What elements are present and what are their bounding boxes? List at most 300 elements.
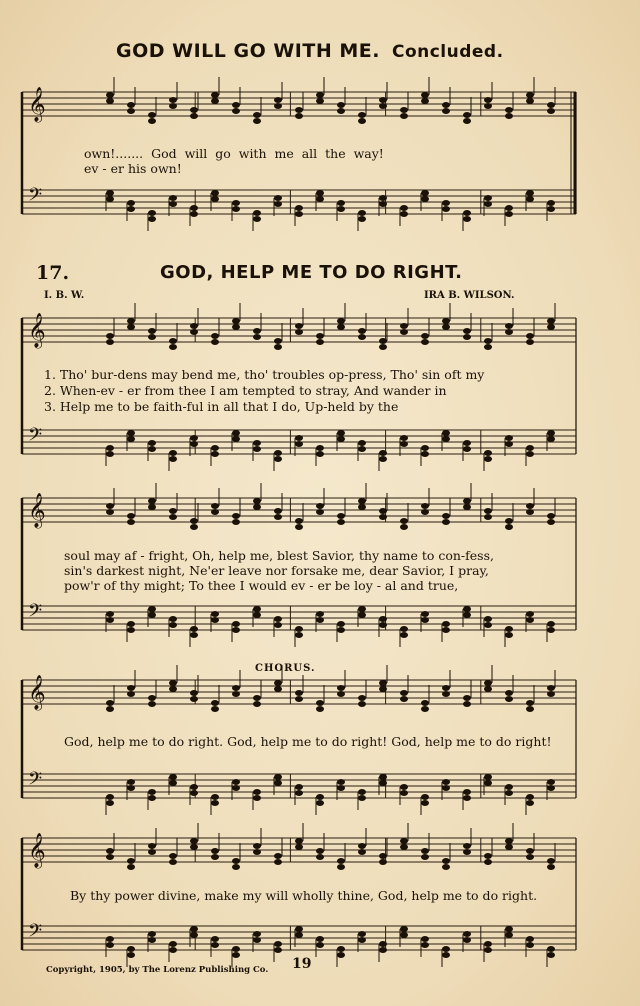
note-head — [358, 504, 366, 510]
note-head — [526, 700, 534, 706]
note-head — [232, 102, 240, 108]
note-head — [295, 205, 303, 211]
treble-clef: 𝄞 — [28, 833, 46, 868]
note-head — [106, 509, 114, 515]
note-head — [274, 450, 282, 456]
note-head — [148, 937, 156, 943]
note-head — [316, 333, 324, 339]
verse-1-line-b: soul may af - fright, Oh, help me, blest Savior, thy name to con-fess, — [64, 548, 494, 563]
note-head — [400, 524, 408, 530]
note-head — [106, 445, 114, 451]
top-title-suffix: Concluded. — [391, 42, 504, 62]
hymn-title: GOD, HELP ME TO DO RIGHT. — [160, 262, 463, 283]
note-head — [232, 627, 240, 633]
note-head — [127, 785, 135, 791]
note-head — [127, 685, 135, 691]
note-head — [358, 606, 366, 612]
note-head — [106, 333, 114, 339]
note-head — [295, 696, 303, 702]
note-head — [190, 205, 198, 211]
note-head — [442, 685, 450, 691]
note-head — [106, 700, 114, 706]
note-head — [316, 503, 324, 509]
note-head — [190, 838, 198, 844]
note-head — [505, 205, 513, 211]
bass-clef: 𝄢 — [28, 601, 43, 626]
note-head — [337, 685, 345, 691]
note-head — [127, 206, 135, 212]
note-head — [547, 627, 555, 633]
note-head — [358, 440, 366, 446]
note-head — [421, 936, 429, 942]
note-head — [358, 931, 366, 937]
note-head — [442, 779, 450, 785]
note-head — [358, 701, 366, 707]
verse-3-line-a: 3. Help me to be faith-ful in all that I do, Up-held by the — [44, 399, 399, 414]
note-head — [463, 701, 471, 707]
note-head — [400, 211, 408, 217]
note-head — [316, 451, 324, 457]
note-head — [526, 509, 534, 515]
note-head — [505, 441, 513, 447]
note-head — [379, 774, 387, 780]
note-head — [232, 946, 240, 952]
note-head — [421, 196, 429, 202]
note-head — [526, 333, 534, 339]
bass-clef: 𝄢 — [28, 769, 43, 794]
note-head — [505, 211, 513, 217]
note-head — [526, 617, 534, 623]
note-head — [421, 848, 429, 854]
note-head — [484, 195, 492, 201]
note-head — [253, 210, 261, 216]
note-head — [274, 780, 282, 786]
note-head — [211, 190, 219, 196]
note-head — [232, 324, 240, 330]
note-head — [190, 784, 198, 790]
note-head — [358, 446, 366, 452]
note-head — [106, 854, 114, 860]
note-head — [106, 794, 114, 800]
note-head — [526, 706, 534, 712]
note-head — [484, 622, 492, 628]
note-head — [547, 436, 555, 442]
note-head — [547, 318, 555, 324]
note-head — [232, 108, 240, 114]
note-head — [505, 844, 513, 850]
note-head — [463, 118, 471, 124]
note-head — [253, 843, 261, 849]
note-head — [274, 947, 282, 953]
note-head — [211, 700, 219, 706]
note-head — [106, 92, 114, 98]
note-head — [127, 946, 135, 952]
note-head — [190, 323, 198, 329]
note-head — [547, 685, 555, 691]
note-head — [337, 513, 345, 519]
note-head — [358, 210, 366, 216]
note-head — [463, 112, 471, 118]
note-head — [442, 785, 450, 791]
note-head — [295, 932, 303, 938]
note-head — [295, 844, 303, 850]
note-head — [526, 190, 534, 196]
note-head — [442, 436, 450, 442]
note-head — [337, 318, 345, 324]
note-head — [379, 780, 387, 786]
note-head — [484, 103, 492, 109]
note-head — [274, 859, 282, 865]
note-head — [148, 843, 156, 849]
note-head — [274, 686, 282, 692]
note-head — [169, 338, 177, 344]
note-head — [463, 606, 471, 612]
note-head — [379, 195, 387, 201]
note-head — [421, 700, 429, 706]
note-head — [442, 627, 450, 633]
note-head — [358, 112, 366, 118]
note-head — [106, 800, 114, 806]
note-head — [295, 211, 303, 217]
page-number: 19 — [292, 956, 312, 972]
note-head — [547, 779, 555, 785]
note-head — [358, 118, 366, 124]
note-head — [316, 445, 324, 451]
note-head — [316, 706, 324, 712]
note-head — [190, 632, 198, 638]
note-head — [505, 784, 513, 790]
note-head — [505, 518, 513, 524]
note-head — [337, 324, 345, 330]
note-head — [232, 200, 240, 206]
bass-clef: 𝄢 — [28, 921, 43, 946]
note-head — [127, 779, 135, 785]
note-head — [337, 108, 345, 114]
treble-clef: 𝄞 — [28, 313, 46, 348]
note-head — [463, 937, 471, 943]
note-head — [127, 513, 135, 519]
note-head — [316, 794, 324, 800]
note-head — [169, 450, 177, 456]
treble-clef: 𝄞 — [28, 87, 46, 122]
note-head — [295, 329, 303, 335]
note-head — [190, 696, 198, 702]
note-head — [127, 324, 135, 330]
note-head — [232, 864, 240, 870]
note-head — [547, 785, 555, 791]
note-head — [526, 445, 534, 451]
note-head — [505, 838, 513, 844]
note-head — [400, 205, 408, 211]
note-head — [106, 98, 114, 104]
note-head — [337, 946, 345, 952]
note-head — [253, 504, 261, 510]
note-head — [463, 695, 471, 701]
note-head — [190, 690, 198, 696]
note-head — [211, 706, 219, 712]
note-head — [484, 616, 492, 622]
note-head — [379, 859, 387, 865]
note-head — [169, 616, 177, 622]
note-head — [442, 946, 450, 952]
note-head — [148, 498, 156, 504]
verse-1-line-a: 1. Tho' bur-dens may bend me, tho' troubles op-press, Tho' sin oft my — [44, 367, 485, 382]
note-head — [442, 858, 450, 864]
note-head — [106, 339, 114, 345]
note-head — [400, 926, 408, 932]
note-head — [253, 112, 261, 118]
note-head — [211, 800, 219, 806]
note-head — [337, 785, 345, 791]
note-head — [505, 113, 513, 119]
note-head — [274, 680, 282, 686]
note-head — [337, 952, 345, 958]
note-head — [106, 848, 114, 854]
note-head — [274, 616, 282, 622]
note-head — [421, 509, 429, 515]
note-head — [547, 200, 555, 206]
note-head — [169, 103, 177, 109]
treble-clef: 𝄞 — [28, 493, 46, 528]
note-head — [421, 706, 429, 712]
note-head — [232, 513, 240, 519]
note-head — [337, 519, 345, 525]
note-head — [526, 854, 534, 860]
note-head — [421, 98, 429, 104]
top-lyric-line-1: own!....... God will go with me all the way! — [84, 146, 384, 161]
note-head — [358, 612, 366, 618]
note-head — [526, 503, 534, 509]
note-head — [253, 789, 261, 795]
note-head — [421, 617, 429, 623]
note-head — [400, 441, 408, 447]
note-head — [148, 440, 156, 446]
note-head — [337, 779, 345, 785]
note-head — [169, 622, 177, 628]
note-head — [526, 98, 534, 104]
note-head — [316, 92, 324, 98]
note-head — [190, 435, 198, 441]
note-head — [526, 339, 534, 345]
note-head — [253, 334, 261, 340]
note-head — [442, 952, 450, 958]
note-head — [190, 113, 198, 119]
note-head — [274, 201, 282, 207]
note-head — [400, 323, 408, 329]
note-head — [463, 446, 471, 452]
note-head — [400, 838, 408, 844]
note-head — [316, 339, 324, 345]
note-head — [169, 774, 177, 780]
note-head — [169, 853, 177, 859]
note-head — [337, 858, 345, 864]
note-head — [106, 503, 114, 509]
note-head — [148, 210, 156, 216]
note-head — [274, 103, 282, 109]
note-head — [421, 942, 429, 948]
note-head — [211, 617, 219, 623]
note-head — [505, 926, 513, 932]
note-head — [526, 611, 534, 617]
note-head — [484, 853, 492, 859]
note-head — [148, 701, 156, 707]
top-lyric-line-2: ev - er his own! — [84, 161, 182, 176]
note-head — [484, 686, 492, 692]
note-head — [169, 201, 177, 207]
note-head — [463, 210, 471, 216]
note-head — [505, 107, 513, 113]
note-head — [463, 328, 471, 334]
note-head — [148, 504, 156, 510]
note-head — [169, 780, 177, 786]
note-head — [421, 503, 429, 509]
note-head — [547, 206, 555, 212]
note-head — [463, 612, 471, 618]
note-head — [505, 790, 513, 796]
note-head — [400, 790, 408, 796]
note-head — [379, 947, 387, 953]
note-head — [232, 779, 240, 785]
note-head — [295, 784, 303, 790]
note-head — [295, 690, 303, 696]
note-head — [148, 789, 156, 795]
note-head — [505, 626, 513, 632]
note-head — [358, 334, 366, 340]
note-head — [274, 622, 282, 628]
note-head — [190, 211, 198, 217]
note-head — [547, 946, 555, 952]
note-head — [253, 701, 261, 707]
note-head — [190, 518, 198, 524]
note-head — [295, 838, 303, 844]
note-head — [127, 436, 135, 442]
note-head — [274, 774, 282, 780]
note-head — [148, 112, 156, 118]
note-head — [484, 514, 492, 520]
note-head — [463, 216, 471, 222]
note-head — [484, 338, 492, 344]
note-head — [421, 794, 429, 800]
note-head — [547, 858, 555, 864]
note-head — [148, 446, 156, 452]
note-head — [148, 328, 156, 334]
note-head — [505, 690, 513, 696]
note-head — [127, 318, 135, 324]
note-head — [316, 611, 324, 617]
note-head — [253, 695, 261, 701]
note-head — [169, 941, 177, 947]
note-head — [253, 612, 261, 618]
note-head — [379, 686, 387, 692]
note-head — [295, 626, 303, 632]
copyright-footer: Copyright, 1905, by The Lorenz Publishing Co. — [46, 965, 269, 975]
note-head — [337, 200, 345, 206]
note-head — [463, 789, 471, 795]
note-head — [211, 196, 219, 202]
note-head — [169, 97, 177, 103]
note-head — [442, 864, 450, 870]
note-head — [547, 324, 555, 330]
note-head — [316, 196, 324, 202]
chorus-line-2: By thy power divine, make my will wholly thine, God, help me to do right. — [70, 888, 538, 903]
note-head — [316, 942, 324, 948]
note-head — [421, 333, 429, 339]
note-head — [484, 201, 492, 207]
note-head — [253, 328, 261, 334]
note-head — [211, 333, 219, 339]
note-head — [253, 849, 261, 855]
note-head — [337, 864, 345, 870]
note-head — [463, 440, 471, 446]
note-head — [337, 627, 345, 633]
note-head — [358, 849, 366, 855]
note-head — [421, 800, 429, 806]
note-head — [358, 937, 366, 943]
note-head — [190, 329, 198, 335]
note-head — [526, 800, 534, 806]
note-head — [190, 107, 198, 113]
note-head — [190, 932, 198, 938]
note-head — [358, 328, 366, 334]
note-head — [379, 338, 387, 344]
verse-2-line-a: 2. When-ev - er from thee I am tempted to stray, And wander in — [44, 383, 447, 398]
note-head — [316, 700, 324, 706]
note-head — [316, 617, 324, 623]
note-head — [169, 686, 177, 692]
note-head — [400, 932, 408, 938]
note-head — [400, 844, 408, 850]
note-head — [379, 514, 387, 520]
note-head — [295, 323, 303, 329]
note-head — [505, 435, 513, 441]
note-head — [106, 617, 114, 623]
note-head — [232, 621, 240, 627]
note-head — [400, 696, 408, 702]
verse-2-line-b: sin's darkest night, Ne'er leave nor forsake me, dear Savior, I pray, — [64, 563, 489, 578]
note-head — [253, 937, 261, 943]
note-head — [190, 844, 198, 850]
note-head — [148, 795, 156, 801]
note-head — [295, 441, 303, 447]
note-head — [421, 339, 429, 345]
note-head — [106, 190, 114, 196]
continued-hymn-title — [116, 40, 504, 62]
note-head — [148, 606, 156, 612]
note-head — [526, 92, 534, 98]
treble-clef: 𝄞 — [28, 675, 46, 710]
note-head — [484, 859, 492, 865]
bass-clef: 𝄢 — [28, 425, 43, 450]
note-head — [463, 498, 471, 504]
note-head — [190, 524, 198, 530]
note-head — [211, 942, 219, 948]
note-head — [400, 107, 408, 113]
note-head — [484, 774, 492, 780]
note-head — [232, 436, 240, 442]
note-head — [211, 509, 219, 515]
note-head — [547, 952, 555, 958]
note-head — [421, 451, 429, 457]
note-head — [211, 445, 219, 451]
note-head — [358, 498, 366, 504]
note-head — [232, 691, 240, 697]
note-head — [253, 440, 261, 446]
note-head — [169, 947, 177, 953]
note-head — [421, 92, 429, 98]
note-head — [484, 508, 492, 514]
note-head — [337, 436, 345, 442]
note-head — [274, 456, 282, 462]
